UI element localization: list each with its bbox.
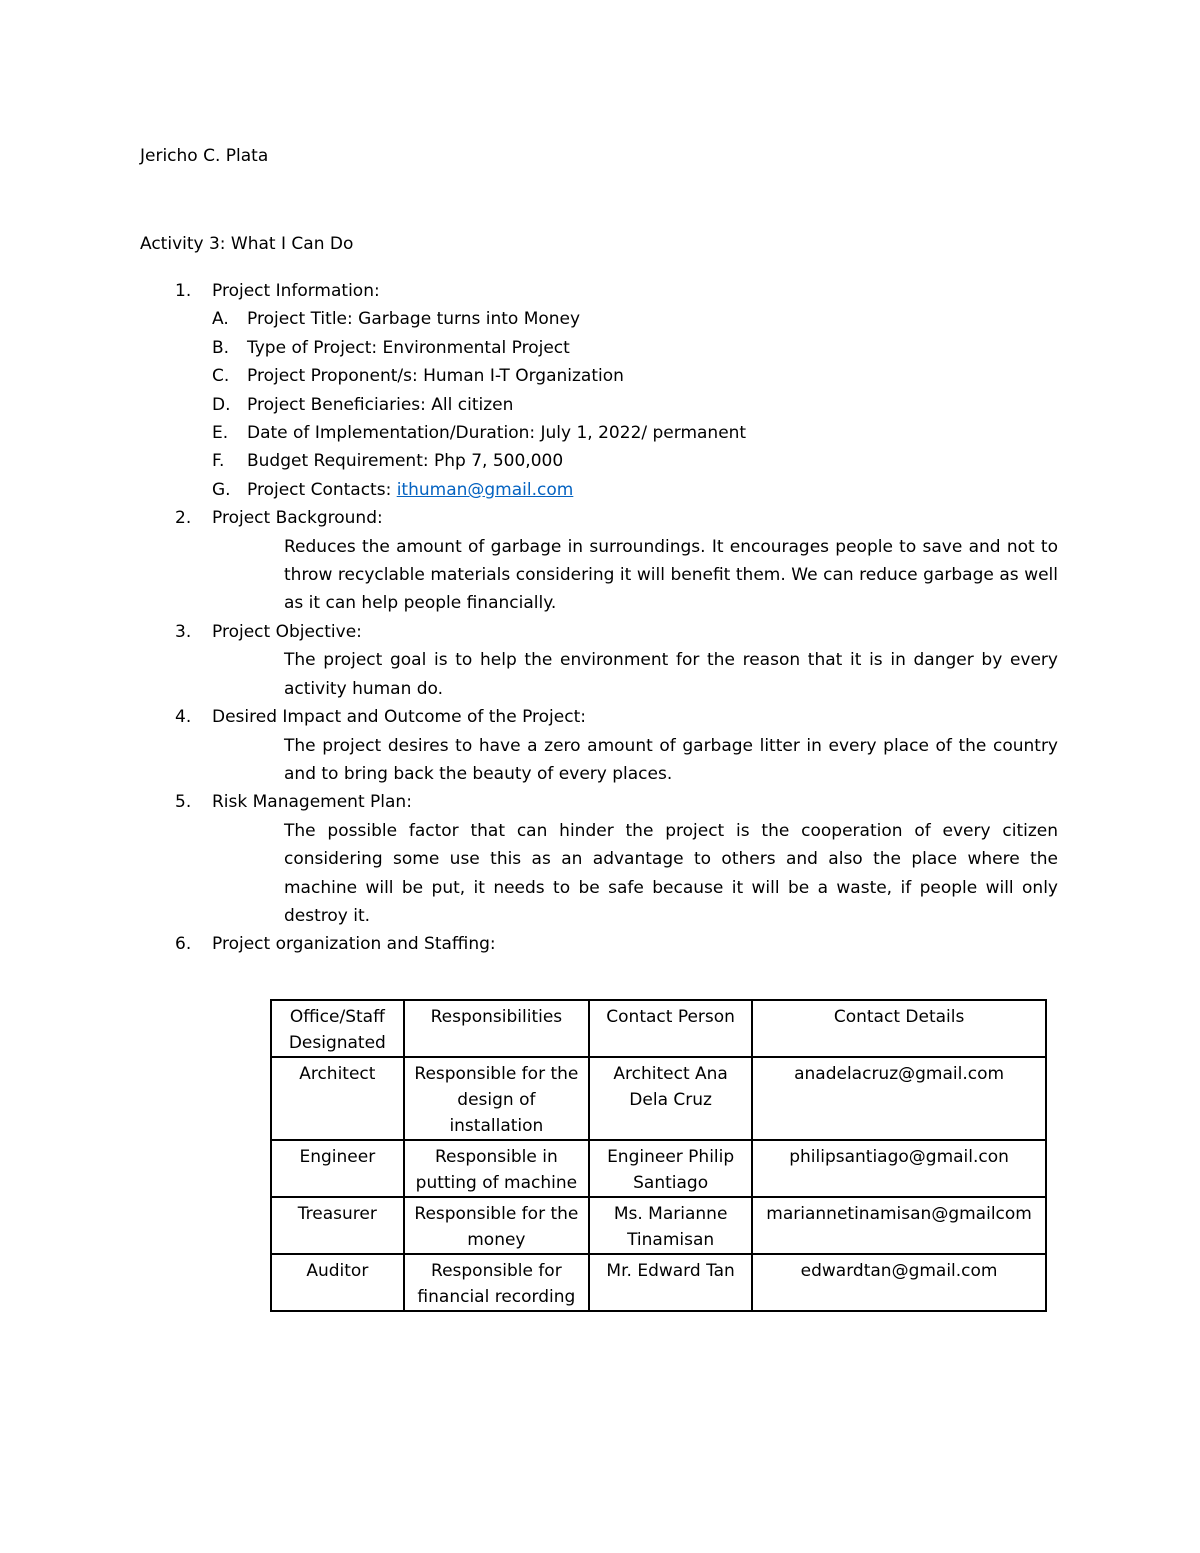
table-cell: edwardtan@gmail.com: [752, 1254, 1046, 1311]
item-value: All citizen: [431, 394, 514, 415]
item-letter: G.: [212, 479, 231, 500]
item-letter: F.: [212, 451, 225, 472]
section-heading: Desired Impact and Outcome of the Project:: [212, 707, 586, 728]
column-header: Contact Details: [752, 1000, 1046, 1057]
section-heading: Project Information:: [212, 281, 380, 301]
item-value: July 1, 2022/ permanent: [540, 423, 747, 444]
item-label: Project Proponent/s:: [247, 366, 424, 387]
column-header: Office/Staff Designated: [271, 1000, 404, 1057]
item-value: Garbage turns into Money: [358, 309, 581, 330]
section-paragraph: The project goal is to help the environment for the reason that it is in danger by every activity human do.: [284, 650, 1058, 699]
table-cell: Responsible for the money: [404, 1197, 589, 1254]
item-label: Project Contacts:: [247, 479, 397, 500]
column-header: Contact Person: [589, 1000, 752, 1057]
table-row: [271, 1140, 1046, 1197]
table-cell: Engineer: [271, 1140, 404, 1197]
item-letter: B.: [212, 337, 230, 358]
project-proponent-item: [212, 362, 1060, 390]
item-label: Budget Requirement:: [247, 451, 435, 472]
section-number: 2.: [175, 508, 192, 529]
section-project-information: [140, 277, 1060, 504]
item-label: Project Title:: [247, 309, 359, 330]
table-row: [271, 1057, 1046, 1140]
table-cell: Responsible in putting of machine: [404, 1140, 589, 1197]
author-name: Jericho C. Plata: [140, 146, 269, 166]
table-cell: Responsible for financial recording: [404, 1254, 589, 1311]
section-paragraph: The possible factor that can hinder the project is the cooperation of every citizen considering some use this as an advantage to others and also the place where the machine will be put, it needs to be safe because it will be a waste, if people will only destroy it.: [284, 820, 1058, 926]
item-letter: E.: [212, 423, 229, 444]
budget-requirement-item: [212, 447, 1060, 475]
table-cell: Mr. Edward Tan: [589, 1254, 752, 1311]
section-number: 3.: [175, 621, 192, 642]
section-project-objective: [140, 618, 1060, 703]
table-row: [271, 1254, 1046, 1311]
item-label: Project Beneficiaries:: [247, 394, 432, 415]
implementation-date-item: [212, 419, 1060, 447]
table-cell: mariannetinamisan@gmailcom: [752, 1197, 1046, 1254]
table-cell: Architect: [271, 1057, 404, 1140]
item-value: Human I-T Organization: [423, 366, 624, 387]
column-header: Responsibilities: [404, 1000, 589, 1057]
table-cell: Responsible for the design of installation: [404, 1057, 589, 1140]
table-cell: Engineer Philip Santiago: [589, 1140, 752, 1197]
project-outline: [140, 277, 1060, 959]
table-cell: Auditor: [271, 1254, 404, 1311]
project-info-list: [212, 305, 1060, 504]
project-type-item: [212, 334, 1060, 362]
table-row: [271, 1197, 1046, 1254]
section-risk-management: [140, 788, 1060, 930]
activity-title: Activity 3: What I Can Do: [140, 234, 354, 254]
section-paragraph: Reduces the amount of garbage in surroundings. It encourages people to save and not to throw recyclable materials considering it will benefit them. We can reduce garbage as well as it can help people financially.: [284, 536, 1058, 614]
item-letter: A.: [212, 309, 229, 330]
staffing-table: [270, 999, 1047, 1312]
item-value: Environmental Project: [382, 337, 570, 358]
item-letter: C.: [212, 366, 230, 387]
table-cell: anadelacruz@gmail.com: [752, 1057, 1046, 1140]
section-project-organization: [140, 930, 1060, 958]
section-project-background: [140, 504, 1060, 618]
section-paragraph: The project desires to have a zero amount of garbage litter in every place of the country and to bring back the beauty of every places.: [284, 735, 1058, 784]
project-beneficiaries-item: [212, 391, 1060, 419]
contact-email-link[interactable]: ithuman@gmail.com: [396, 479, 574, 500]
section-number: 4.: [175, 707, 192, 728]
item-label: Type of Project:: [247, 337, 383, 358]
section-heading: Project organization and Staffing:: [212, 934, 496, 955]
item-letter: D.: [212, 394, 231, 415]
table-header-row: [271, 1000, 1046, 1057]
table-cell: philipsantiago@gmail.con: [752, 1140, 1046, 1197]
item-value: Php 7, 500,000: [434, 451, 564, 472]
project-contacts-item: [212, 476, 1060, 504]
project-title-item: [212, 305, 1060, 333]
section-heading: Project Objective:: [212, 621, 362, 642]
table-cell: Architect Ana Dela Cruz: [589, 1057, 752, 1140]
section-heading: Risk Management Plan:: [212, 792, 412, 813]
section-desired-impact: [140, 703, 1060, 788]
item-label: Date of Implementation/Duration:: [247, 423, 541, 444]
section-heading: Project Background:: [212, 508, 383, 529]
section-number: 6.: [175, 934, 192, 955]
section-number: 1.: [175, 281, 192, 301]
section-number: 5.: [175, 792, 192, 813]
table-cell: Ms. Marianne Tinamisan: [589, 1197, 752, 1254]
table-cell: Treasurer: [271, 1197, 404, 1254]
